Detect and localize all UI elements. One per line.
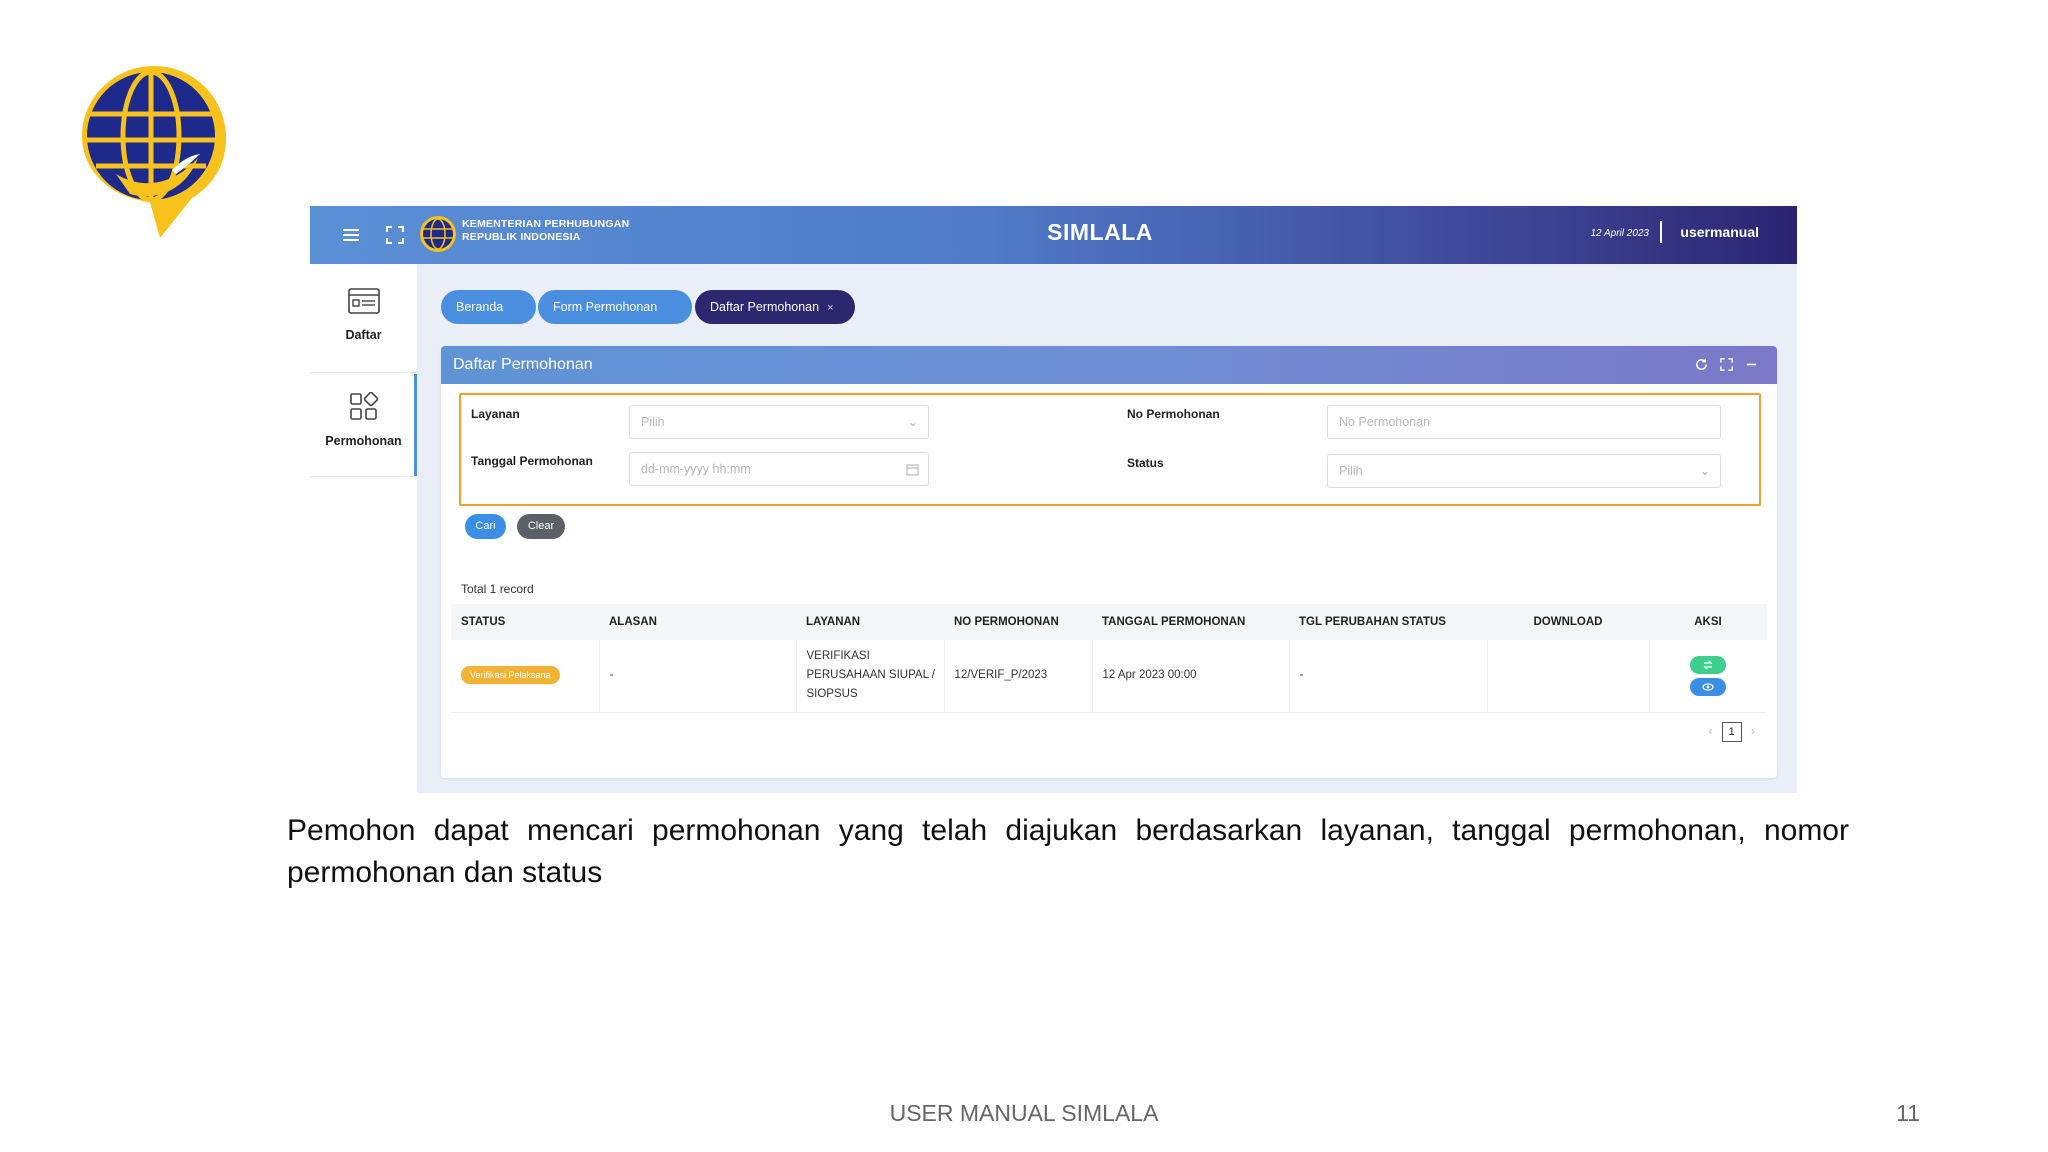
app-title: SIMLALA xyxy=(1047,219,1153,245)
download-cell xyxy=(1487,640,1649,712)
refresh-icon[interactable] xyxy=(1694,357,1709,372)
sidebar xyxy=(310,264,417,793)
column-header[interactable]: LAYANAN xyxy=(796,604,944,640)
table-row xyxy=(451,640,1767,712)
slide-page-number: 11 xyxy=(1896,1100,1920,1126)
org-line-2: REPUBLIK INDONESIA xyxy=(462,231,581,243)
no-permohonan-cell: 12/VERIF_P/2023 xyxy=(944,640,1092,712)
minimize-icon[interactable] xyxy=(1744,357,1759,372)
tanggal-placeholder: dd-mm-yyyy hh:mm xyxy=(641,462,751,476)
panel-title: Daftar Permohonan xyxy=(453,356,593,373)
tanggal-label: Tanggal Permohonan xyxy=(471,454,593,468)
app-screenshot xyxy=(310,206,1797,793)
swap-arrows-icon xyxy=(1702,659,1714,671)
sidebar-item-permohonan[interactable] xyxy=(310,392,417,450)
search-panel xyxy=(441,346,1777,778)
column-header[interactable]: NO PERMOHONAN xyxy=(944,604,1092,640)
layanan-label: Layanan xyxy=(471,407,520,421)
sidebar-item-label: Permohonan xyxy=(325,434,402,448)
tgl-perubahan-cell: - xyxy=(1289,640,1487,712)
sidebar-item-daftar[interactable] xyxy=(310,286,417,344)
status-label: Status xyxy=(1127,456,1164,470)
apps-grid-icon xyxy=(347,392,381,422)
tanggal-datetime-input[interactable] xyxy=(629,452,929,486)
user-menu[interactable]: usermanual xyxy=(1680,224,1759,240)
table-header-row xyxy=(451,604,1767,640)
change-status-button[interactable] xyxy=(1690,656,1726,674)
current-date: 12 April 2023 xyxy=(1590,228,1649,239)
slide-caption: Pemohon dapat mencari permohonan yang telah diajukan berdasarkan layanan, tanggal permohonan, nomor permohonan dan status xyxy=(287,814,1849,889)
tanggal-cell: 12 Apr 2023 00:00 xyxy=(1092,640,1289,712)
no-permohonan-input[interactable]: No Permohonan xyxy=(1327,405,1721,439)
sidebar-item-label: Daftar xyxy=(345,328,382,342)
ministry-emblem-icon xyxy=(76,62,232,240)
status-placeholder: Pilih xyxy=(1339,464,1363,478)
view-detail-button[interactable] xyxy=(1690,678,1726,696)
no-permohonan-label: No Permohonan xyxy=(1127,407,1220,421)
search-button[interactable]: Cari xyxy=(465,514,506,539)
clear-button[interactable]: Clear xyxy=(517,514,565,539)
organization-name xyxy=(462,218,629,244)
column-header[interactable]: TANGGAL PERMOHONAN xyxy=(1092,604,1289,640)
next-page-icon[interactable]: › xyxy=(1751,724,1755,738)
fullscreen-expand-icon[interactable] xyxy=(383,223,407,247)
sidebar-divider xyxy=(310,476,417,477)
status-badge: Verifikasi Pelaksana xyxy=(461,666,560,684)
layanan-cell: VERIFIKASI PERUSAHAAN SIUPAL / SIOPSUS xyxy=(796,640,944,712)
ministry-emblem-small-icon xyxy=(418,214,458,254)
chevron-down-icon: ⌄ xyxy=(907,415,918,429)
tab-daftar-permohonan[interactable] xyxy=(695,290,855,324)
hamburger-menu-icon[interactable] xyxy=(340,223,364,247)
list-icon xyxy=(347,286,381,316)
org-line-1: KEMENTERIAN PERHUBUNGAN xyxy=(462,218,630,230)
eye-icon xyxy=(1702,681,1714,693)
page-1-button[interactable]: 1 xyxy=(1722,722,1742,742)
main-content xyxy=(417,264,1797,793)
tab-label: Daftar Permohonan xyxy=(710,300,820,314)
total-records: Total 1 record xyxy=(461,582,534,596)
tab-beranda[interactable]: Beranda xyxy=(441,290,536,324)
column-header[interactable]: DOWNLOAD xyxy=(1487,604,1649,640)
alasan-cell: - xyxy=(599,640,796,712)
aksi-cell xyxy=(1649,640,1767,712)
layanan-placeholder: Pilih xyxy=(641,415,665,429)
top-navbar xyxy=(310,206,1797,264)
column-header: AKSI xyxy=(1649,604,1767,640)
column-header[interactable]: STATUS xyxy=(451,604,599,640)
slide-footer-title: USER MANUAL SIMLALA xyxy=(889,1100,1159,1126)
sidebar-divider xyxy=(310,372,417,373)
results-table xyxy=(451,604,1767,713)
status-select[interactable] xyxy=(1327,454,1721,488)
column-header[interactable]: TGL PERUBAHAN STATUS xyxy=(1289,604,1487,640)
maximize-icon[interactable] xyxy=(1719,357,1734,372)
status-cell xyxy=(451,640,599,712)
header-divider xyxy=(1660,221,1662,243)
column-header[interactable]: ALASAN xyxy=(599,604,796,640)
chevron-down-icon: ⌄ xyxy=(1699,464,1710,478)
layanan-select[interactable] xyxy=(629,405,929,439)
panel-header xyxy=(441,346,1777,384)
tab-form-permohonan[interactable]: Form Permohonan xyxy=(538,290,692,324)
calendar-icon xyxy=(906,463,919,476)
tab-close-icon[interactable]: × xyxy=(827,302,834,314)
prev-page-icon[interactable]: ‹ xyxy=(1708,724,1713,738)
pagination xyxy=(1704,722,1759,742)
filter-form xyxy=(459,393,1761,506)
